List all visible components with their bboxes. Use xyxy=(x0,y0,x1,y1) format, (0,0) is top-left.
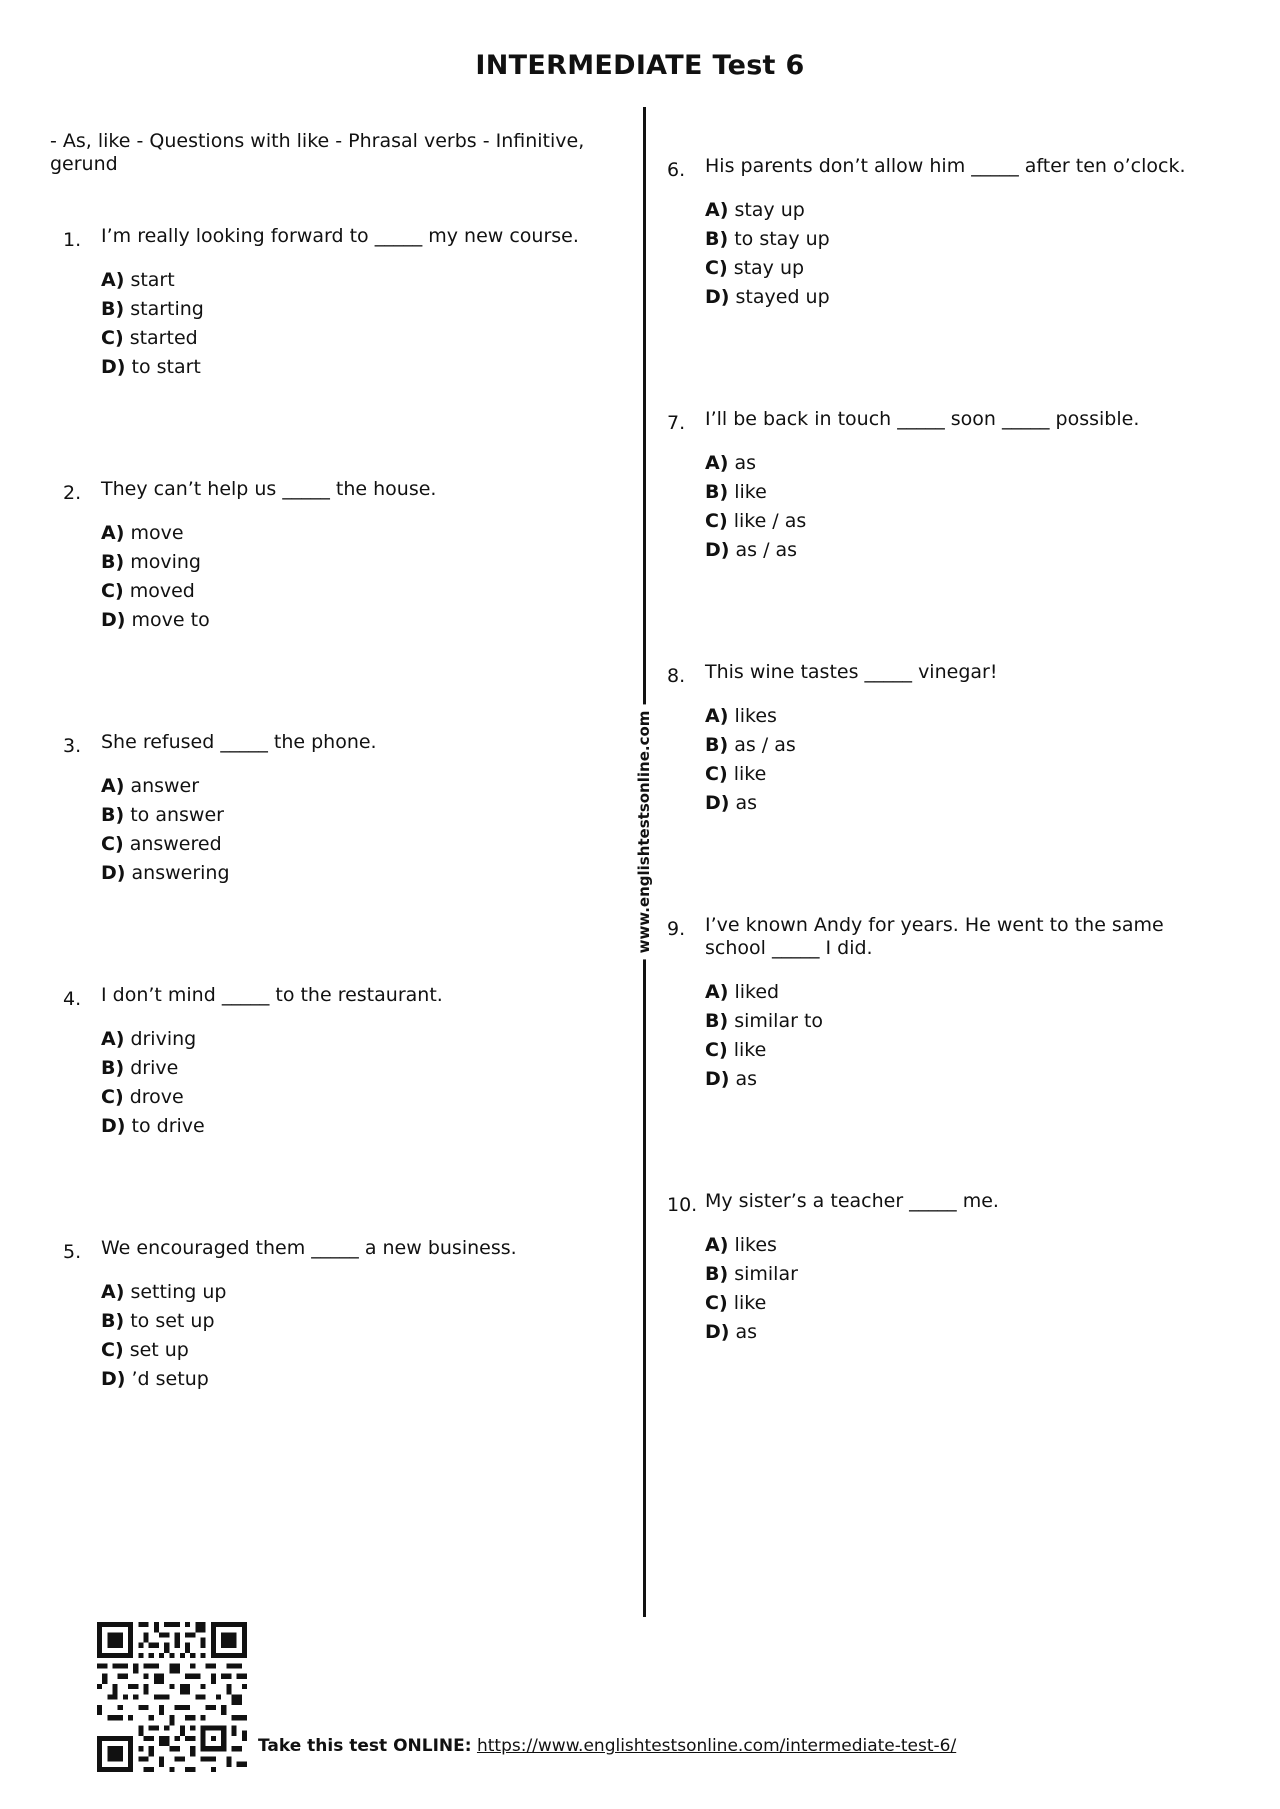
question-number: 7. xyxy=(667,412,686,434)
answer-option-b[interactable]: B) as / as xyxy=(705,734,796,756)
answer-option-d[interactable]: D) ’d setup xyxy=(101,1368,209,1390)
question-text: They can’t help us _____ the house. xyxy=(101,478,437,500)
answer-option-c[interactable]: C) set up xyxy=(101,1339,189,1361)
question-number: 1. xyxy=(63,229,82,251)
question-number: 10. xyxy=(667,1194,698,1216)
answer-option-a[interactable]: A) move xyxy=(101,522,184,544)
online-test-link[interactable]: https://www.englishtestsonline.com/intermediate-test-6/ xyxy=(476,1736,957,1756)
answer-option-c[interactable]: C) moved xyxy=(101,580,195,602)
question-number: 8. xyxy=(667,665,686,687)
answer-options xyxy=(705,702,796,818)
answer-options xyxy=(101,266,204,382)
answer-option-c[interactable]: C) started xyxy=(101,327,198,349)
question-text: She refused _____ the phone. xyxy=(101,731,377,753)
answer-option-a[interactable]: A) likes xyxy=(705,1234,777,1256)
answer-options xyxy=(101,1278,226,1394)
question-number: 3. xyxy=(63,735,82,757)
question-text: His parents don’t allow him _____ after ten o’clock. xyxy=(705,155,1186,177)
answer-options xyxy=(705,196,830,312)
qr-code-icon xyxy=(97,1622,247,1772)
answer-options xyxy=(705,978,823,1094)
answer-option-c[interactable]: C) like xyxy=(705,1039,767,1061)
question-number: 6. xyxy=(667,159,686,181)
answer-option-a[interactable]: A) start xyxy=(101,269,175,291)
question-text: I’ll be back in touch _____ soon _____ possible. xyxy=(705,408,1140,430)
answer-options xyxy=(101,1025,205,1141)
answer-option-b[interactable]: B) starting xyxy=(101,298,204,320)
answer-options xyxy=(101,519,210,635)
question-text: I’ve known Andy for years. He went to the same school _____ I did. xyxy=(705,914,1164,959)
answer-option-b[interactable]: B) drive xyxy=(101,1057,179,1079)
answer-option-d[interactable]: D) move to xyxy=(101,609,210,631)
online-test-footer xyxy=(258,1736,956,1756)
question-text: This wine tastes _____ vinegar! xyxy=(705,661,998,683)
answer-option-d[interactable]: D) as xyxy=(705,1068,758,1090)
answer-option-a[interactable]: A) stay up xyxy=(705,199,805,221)
answer-option-b[interactable]: B) to answer xyxy=(101,804,224,826)
question-number: 9. xyxy=(667,918,686,940)
question-text: My sister’s a teacher _____ me. xyxy=(705,1190,999,1212)
answer-option-d[interactable]: D) answering xyxy=(101,862,230,884)
answer-option-c[interactable]: C) stay up xyxy=(705,257,805,279)
answer-option-b[interactable]: B) to stay up xyxy=(705,228,830,250)
answer-option-c[interactable]: C) like xyxy=(705,1292,767,1314)
page-title: INTERMEDIATE Test 6 xyxy=(475,50,805,81)
answer-option-a[interactable]: A) answer xyxy=(101,775,200,797)
question-number: 5. xyxy=(63,1241,82,1263)
answer-option-c[interactable]: C) drove xyxy=(101,1086,184,1108)
question-number: 2. xyxy=(63,482,82,504)
footer-label: Take this test ONLINE: xyxy=(258,1736,472,1756)
question-text: We encouraged them _____ a new business. xyxy=(101,1237,517,1259)
answer-option-b[interactable]: B) to set up xyxy=(101,1310,215,1332)
question-text: I don’t mind _____ to the restaurant. xyxy=(101,984,443,1006)
answer-option-b[interactable]: B) like xyxy=(705,481,767,503)
answer-option-a[interactable]: A) as xyxy=(705,452,756,474)
answer-option-d[interactable]: D) stayed up xyxy=(705,286,830,308)
answer-option-c[interactable]: C) like xyxy=(705,763,767,785)
answer-options xyxy=(705,1231,798,1347)
question-number: 4. xyxy=(63,988,82,1010)
answer-option-a[interactable]: A) driving xyxy=(101,1028,197,1050)
answer-option-b[interactable]: B) similar to xyxy=(705,1010,824,1032)
answer-option-d[interactable]: D) as xyxy=(705,792,758,814)
answer-option-a[interactable]: A) liked xyxy=(705,981,780,1003)
answer-option-d[interactable]: D) as xyxy=(705,1321,758,1343)
answer-options xyxy=(101,772,230,888)
site-watermark: www.englishtestsonline.com xyxy=(633,705,655,960)
answer-option-c[interactable]: C) like / as xyxy=(705,510,807,532)
answer-option-a[interactable]: A) likes xyxy=(705,705,777,727)
answer-option-b[interactable]: B) moving xyxy=(101,551,201,573)
answer-option-a[interactable]: A) setting up xyxy=(101,1281,227,1303)
answer-option-c[interactable]: C) answered xyxy=(101,833,222,855)
question-text: I’m really looking forward to _____ my new course. xyxy=(101,225,579,247)
answer-option-d[interactable]: D) as / as xyxy=(705,539,798,561)
answer-options xyxy=(705,449,806,565)
topics-subtitle: - As, like - Questions with like - Phrasal verbs - Infinitive, gerund xyxy=(50,130,585,175)
answer-option-b[interactable]: B) similar xyxy=(705,1263,798,1285)
answer-option-d[interactable]: D) to drive xyxy=(101,1115,205,1137)
answer-option-d[interactable]: D) to start xyxy=(101,356,201,378)
